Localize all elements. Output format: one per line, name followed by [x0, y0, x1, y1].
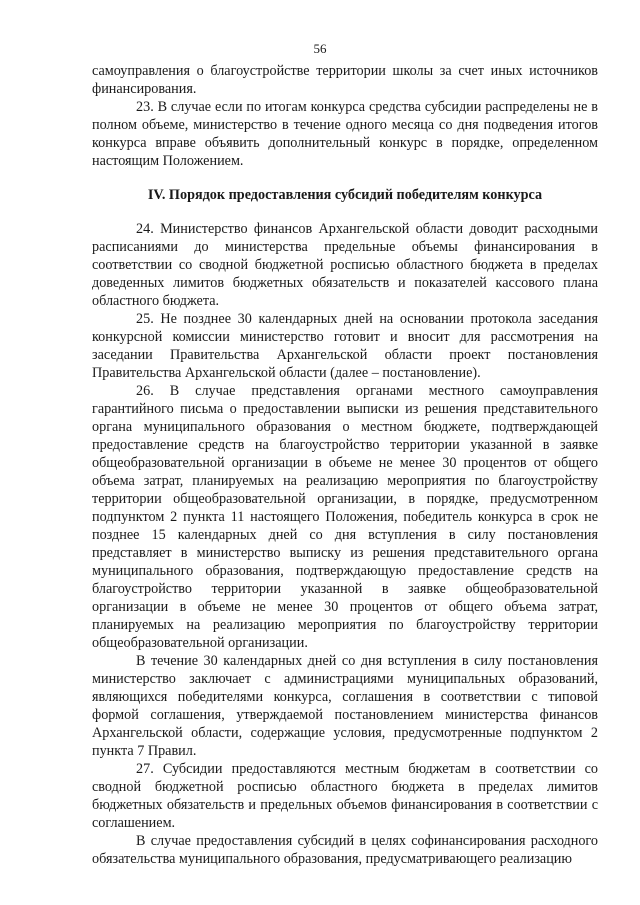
paragraph-continuation: самоуправления о благоустройстве территории школы за счет иных источников финансирования.: [92, 63, 598, 97]
section-heading: IV. Порядок предоставления субсидий победителям конкурса: [147, 187, 543, 203]
paragraph-27-cofinancing: В случае предоставления субсидий в целях софинансирования расходного обязательства муниципального образования, предусматривающего реализацию: [92, 833, 598, 867]
page-body: [92, 62, 598, 868]
paragraph-25: 25. Не позднее 30 календарных дней на основании протокола заседания конкурсной комиссии министерство готовит и вносит для рассмотрения на заседании Правительства Архангельской области проект постановления Правительства Архангельской области (далее – постановление).: [92, 311, 598, 381]
paragraph-26-agreements: В течение 30 календарных дней со дня вступления в силу постановления министерство заключает с администрациями муниципальных образований, являющихся победителями конкурса, соглашения в соответствии с типовой формой соглашения, утверждаемой постановлением министерства финансов Архангельской области, содержащие условия, предусмотренные подпунктом 2 пункта 7 Правил.: [92, 653, 598, 759]
paragraph-24: 24. Министерство финансов Архангельской области доводит расходными расписаниями до министерства предельные объемы финансирования в соответствии со сводной бюджетной росписью областного бюджета в пределах доведенных лимитов бюджетных обязательств и показателей кассового плана областного бюджета.: [92, 221, 598, 309]
paragraph-23: 23. В случае если по итогам конкурса средства субсидии распределены не в полном объеме, министерство в течение одного месяца со дня подведения итогов конкурса вправе объявить дополнительный конкурс в порядке, определенном настоящим Положением.: [92, 99, 598, 169]
paragraph-27: 27. Субсидии предоставляются местным бюджетам в соответствии со сводной бюджетной росписью областного бюджета в пределах лимитов бюджетных обязательств и предельных объемов финансирования в соответствии с соглашением.: [92, 761, 598, 831]
page-number: 56: [313, 41, 327, 56]
paragraph-26: 26. В случае представления органами местного самоуправления гарантийного письма о предоставлении выписки из решения представительного органа муниципального образования о местном бюджете, подтверждающей предоставление средств на благоустройство территории указанной в заявке общеобразовательной организации в объеме не менее 30 процентов от общего объема затрат, планируемых на реализацию мероприятия по благоустройству территории общеобразовательной организации, в порядке, предусмотренном подпунктом 2 пункта 11 настоящего Положения, победитель конкурса в срок не позднее 15 календарных дней со дня вступления в силу постановления представляет в министерство выписку из решения представительного органа муниципального образования, подтверждающую предоставление средств на благоустройство территории указанной в заявке общеобразовательной организации в объеме не менее 30 процентов от общего объема затрат, планируемых на реализацию мероприятия по благоустройству территории общеобразовательной организации.: [92, 383, 598, 651]
